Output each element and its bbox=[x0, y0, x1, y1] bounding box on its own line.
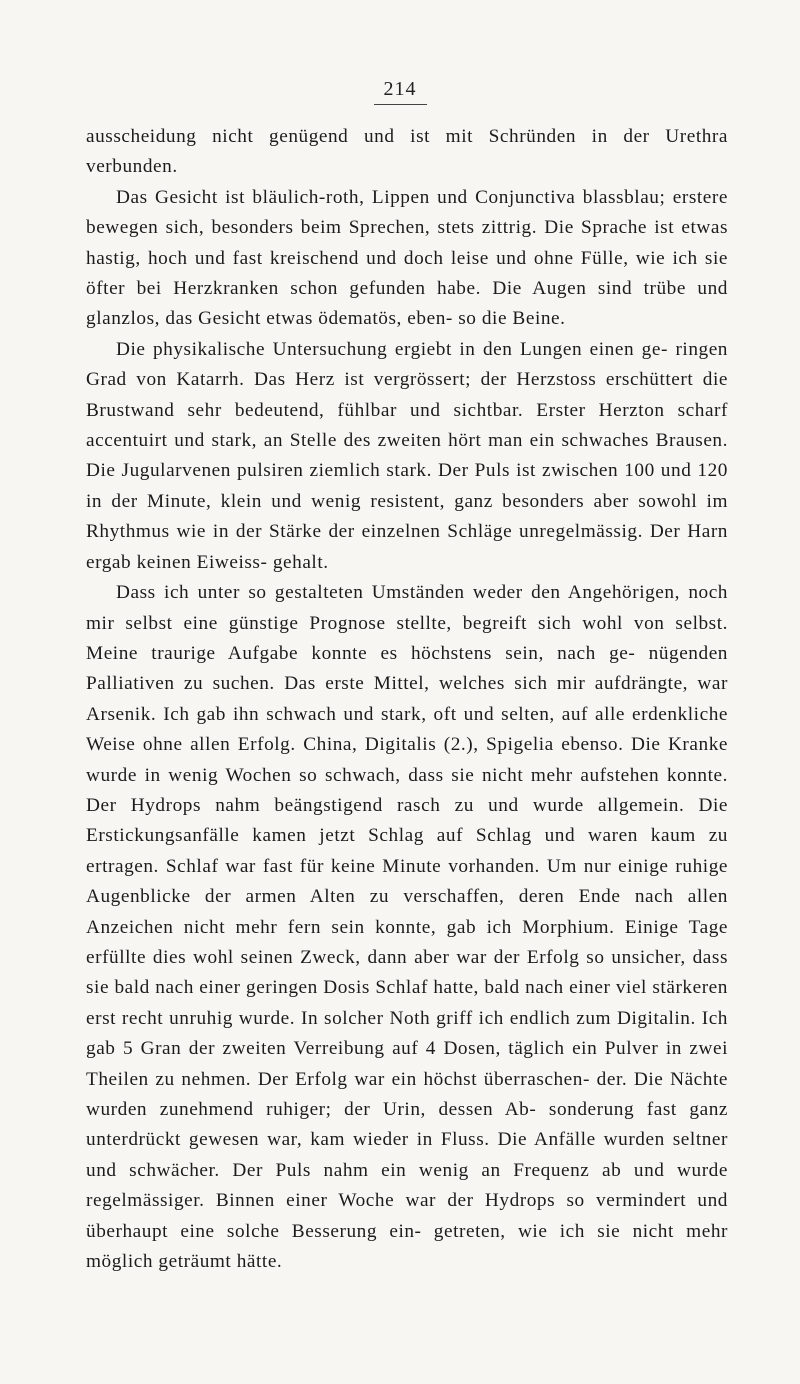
page-number-label: 214 bbox=[374, 78, 427, 105]
paragraph-face-description: Das Gesicht ist bläulich-roth, Lippen und Conjunctiva blassblau; erstere bewegen sich, besonders beim Sprechen, stets zittrig. Die Sprache ist etwas hastig, hoch und fast kreischend und doch leise und ohne Fülle, wie ich sie öfter bei Herzkranken schon gefunden habe. Die Augen sind trübe und glanzlos, das Gesicht etwas ödematös, eben- so die Beine. bbox=[86, 186, 728, 330]
paragraph-treatment: Dass ich unter so gestalteten Umständen weder den Angehörigen, noch mir selbst eine günstige Prognose stellte, begreift sich wohl von selbst. Meine traurige Aufgabe konnte es höchstens sein, nach ge- nügenden Palliativen zu suchen. Das erste Mittel, welches sich mir aufdrängte, war Arsenik. Ich gab ihn schwach und stark, oft und selten, auf alle erdenkliche Weise ohne allen Erfolg. China, Digitalis (2.), Spigelia ebenso. Die Kranke wurde in wenig Wochen so schwach, dass sie nicht mehr aufstehen konnte. Der Hydrops nahm beängstigend rasch zu und wurde allgemein. Die Erstickungsanfälle kamen jetzt Schlag auf Schlag und waren kaum zu ertragen. Schlaf war fast für keine Minute vorhanden. Um nur einige ruhige Augenblicke der armen Alten zu verschaffen, deren Ende nach allen Anzeichen nicht mehr fern sein konnte, gab ich Morphium. Einige Tage erfüllte dies wohl seinen Zweck, dann aber war der Erfolg so unsicher, dass sie bald nach einer geringen Dosis Schlaf hatte, bald nach einer viel stärkeren erst recht unruhig wurde. In solcher Noth griff ich endlich zum Digitalin. Ich gab 5 Gran der zweiten Verreibung auf 4 Dosen, täglich ein Pulver in zwei Theilen zu nehmen. Der Erfolg war ein höchst überraschen- der. Die Nächte wurden zunehmend ruhiger; der Urin, dessen Ab- sonderung fast ganz unterdrückt gewesen war, kam wieder in Fluss. Die Anfälle wurden seltner und schwächer. Der Puls nahm ein wenig an Frequenz ab und wurde regelmässiger. Binnen einer Woche war der Hydrops so vermindert und überhaupt eine solche Besserung ein- getreten, wie ich sie nicht mehr möglich geträumt hätte. bbox=[86, 582, 728, 1273]
body-text bbox=[86, 122, 728, 1277]
paragraph-continuation: ausscheidung nicht genügend und ist mit Schründen in der Urethra verbunden. bbox=[86, 126, 728, 178]
page-number bbox=[0, 78, 800, 105]
paragraph-physical-examination: Die physikalische Untersuchung ergiebt in den Lungen einen ge- ringen Grad von Katarrh. Das Herz ist vergrössert; der Herzstoss erschüttert die Brustwand sehr bedeutend, fühlbar und sichtbar. Erster Herzton scharf accentuirt und stark, an Stelle des zweiten hört man ein schwaches Brausen. Die Jugularvenen pulsiren ziemlich stark. Der Puls ist zwischen 100 und 120 in der Minute, klein und wenig resistent, ganz besonders aber sowohl im Rhythmus wie in der Stärke der einzelnen Schläge unregelmässig. Der Harn ergab keinen Eiweiss- gehalt. bbox=[86, 338, 728, 573]
